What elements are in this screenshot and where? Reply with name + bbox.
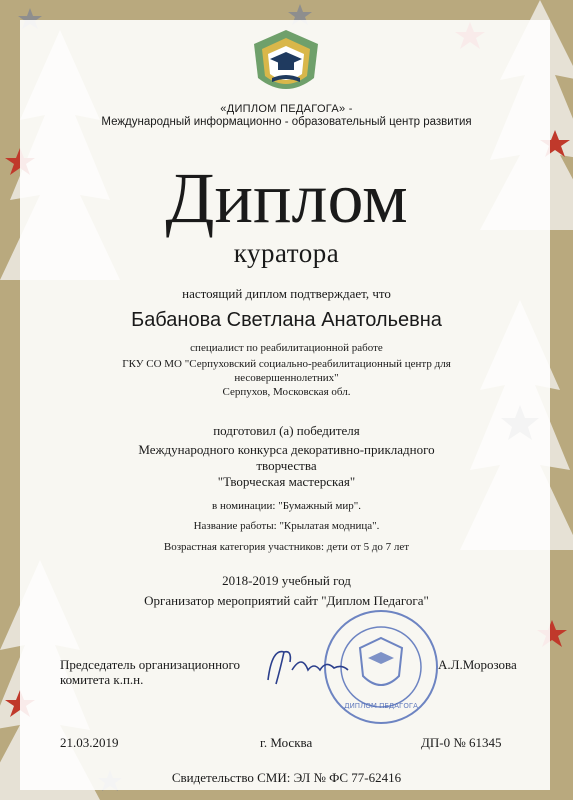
contest-name: "Творческая мастерская" [217, 474, 356, 489]
school-year: 2018-2019 учебный год [222, 573, 351, 588]
recipient-city: Серпухов, Московская обл. [222, 386, 351, 398]
contest-line1: Международного конкурса декоративно-прикладного [138, 442, 435, 457]
org-subtitle: Международный информационно - образовательный центр развития [101, 116, 472, 128]
age-category: Возрастная категория участников: дети от 5 до 7 лет [163, 541, 410, 553]
handwritten-signature [262, 640, 352, 690]
issue-city: г. Москва [260, 735, 313, 750]
confirm-text: настоящий диплом подтверждает, что [182, 286, 391, 301]
diploma-subtitle: куратора [233, 238, 340, 268]
award-prepared: подготовил (а) победителя [213, 423, 360, 438]
recipient-position: специалист по реабилитационной работе [190, 342, 383, 354]
graduation-cap-logo-icon [250, 28, 322, 100]
org-name: «ДИПЛОМ ПЕДАГОГА» - [220, 103, 353, 115]
diploma-title: Диплом [165, 158, 408, 238]
signer-name: А.Л.Морозова [438, 657, 517, 672]
stamp-text: ДИПЛОМ ПЕДАГОГА [344, 702, 418, 710]
media-certificate: Свидетельство СМИ: ЭЛ № ФС 77-62416 [171, 770, 402, 785]
diploma-number: ДП-0 № 61345 [421, 735, 502, 750]
chair-line2: комитета к.п.н. [60, 672, 144, 687]
nomination: в номинации: "Бумажный мир". [212, 500, 361, 512]
recipient-org-line2: несовершеннолетних" [234, 372, 339, 384]
recipient-name: Бабанова Светлана Анатольевна [131, 309, 442, 331]
recipient-org-line1: ГКУ СО МО "Серпуховский социально-реабилитационный центр для [122, 358, 451, 370]
chair-line1: Председатель организационного [60, 657, 241, 672]
organizer: Организатор мероприятий сайт "Диплом Педагога" [144, 593, 429, 608]
contest-line2: творчества [256, 458, 317, 473]
issue-date: 21.03.2019 [60, 735, 119, 750]
work-title: Название работы: "Крылатая модница". [193, 520, 380, 532]
